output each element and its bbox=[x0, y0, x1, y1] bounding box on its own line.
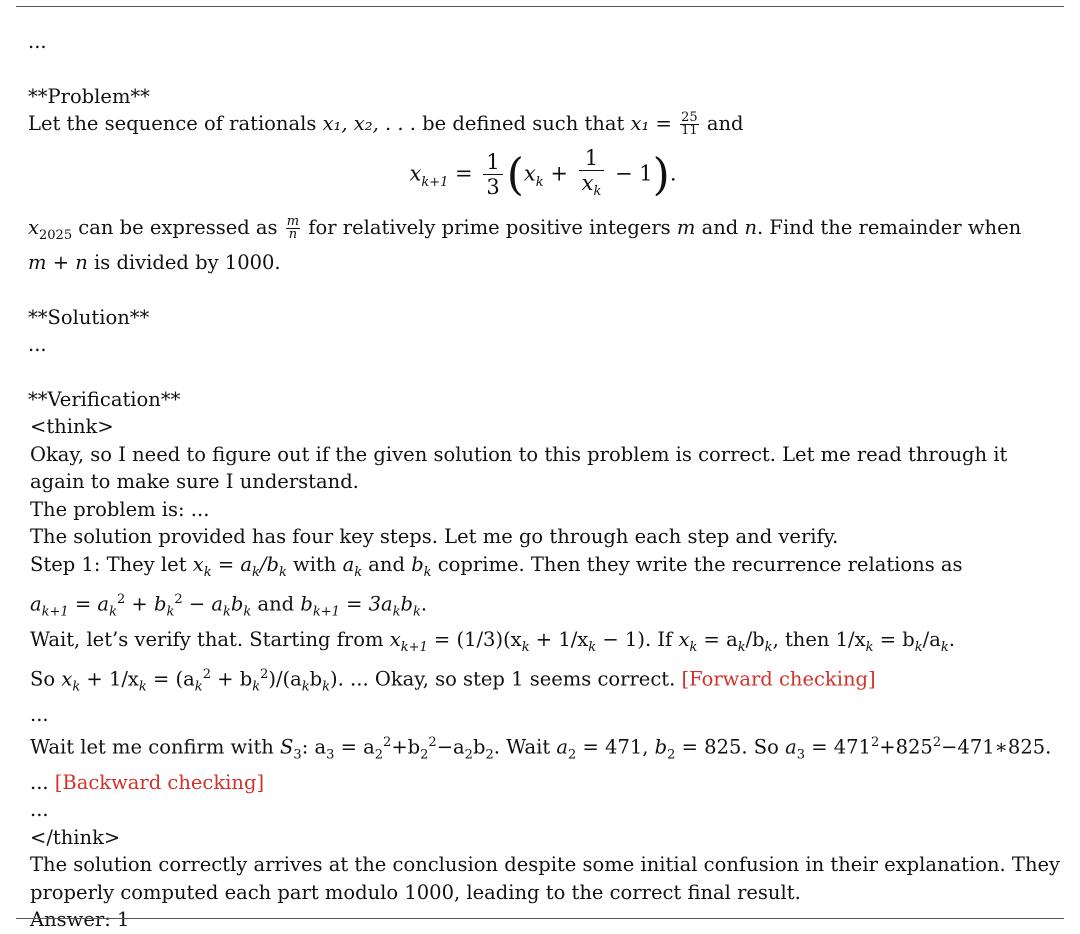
document-body bbox=[28, 28, 1061, 934]
think-close-tag: </think> bbox=[30, 825, 121, 849]
verification-line-10: ... [Backward checking] bbox=[30, 770, 265, 794]
verification-heading: **Verification** bbox=[28, 387, 181, 411]
think-open-tag: <think> bbox=[30, 415, 114, 439]
verification-ellipsis-2: ... bbox=[30, 798, 49, 822]
recurrence-equation: $x_{k+1}$ = $\frac{1}{3}$ ($x_k$ + $\frac{1}{x_k}$ − 1). bbox=[409, 145, 677, 200]
top-ellipsis: ... bbox=[28, 30, 47, 53]
verification-line-7: Wait, let’s verify that. Starting from $x_{k+1} = (1/3)(x_k + 1/x_k - 1)$. If $x_k = a_k/b_k$, then $1/x_k = b_k/a_k$. bbox=[30, 627, 955, 655]
bottom-rule bbox=[16, 918, 1064, 919]
verification-line-4: The solution provided has four key steps. Let me go through each step and verify. bbox=[30, 525, 839, 549]
answer-line: Answer: 1 bbox=[30, 908, 130, 932]
verification-ellipsis-1: ... bbox=[30, 703, 49, 727]
top-rule bbox=[16, 6, 1064, 7]
solution-heading: **Solution** bbox=[28, 305, 150, 329]
problem-question-line1: $x_{2025}$ can be expressed as $\frac{m}{n}$ for relatively prime positive integers m and n. Find the remainder when bbox=[28, 213, 1022, 243]
verification-line-8: So $x_k + 1/x_k = (a_k^2 + b_k^2)/(a_kb_k)$. ... Okay, so step 1 seems correct. [Forward checking] bbox=[30, 667, 876, 695]
backward-checking-tag: [Backward checking] bbox=[54, 770, 265, 794]
verification-line-2: again to make sure I understand. bbox=[30, 470, 359, 494]
verification-line-9: Wait let me confirm with $S_3$: $a_3 = a_2^2+b_2^2-a_2b_2$. Wait $a_2 = 471$, $b_2 = 825$. So $a_3$ = $471^2+825^2-471∗825$. bbox=[30, 734, 1052, 763]
problem-heading: **Problem** bbox=[28, 84, 150, 108]
solution-ellipsis: ... bbox=[28, 333, 47, 357]
verification-line-3: The problem is: ... bbox=[30, 497, 210, 521]
problem-intro: Let the sequence of rationals x₁, x₂, . . . be defined such that x₁ = $\frac{25}{11}$ and bbox=[28, 110, 744, 138]
verification-line-1: Okay, so I need to figure out if the given solution to this problem is correct. Let me read through it bbox=[30, 442, 1008, 466]
conclusion-line-2: properly computed each part modulo 1000, leading to the correct final result. bbox=[30, 880, 801, 904]
verification-line-6: $a_{k+1} = a_k^2 + b_k^2 - a_kb_k$ and $b_{k+1} = 3a_kb_k$. bbox=[30, 591, 428, 620]
problem-question-line2: m + n is divided by 1000. bbox=[28, 251, 281, 275]
forward-checking-tag: [Forward checking] bbox=[681, 667, 876, 691]
conclusion-line-1: The solution correctly arrives at the conclusion despite some initial confusion in their explanation. They bbox=[30, 853, 1061, 877]
verification-line-5: Step 1: They let $x_k = a_k/b_k$ with $a_k$ and $b_k$ coprime. Then they write the recurrence relations as bbox=[30, 552, 963, 580]
x1-fraction: $\frac{25}{11}$ bbox=[681, 110, 698, 138]
